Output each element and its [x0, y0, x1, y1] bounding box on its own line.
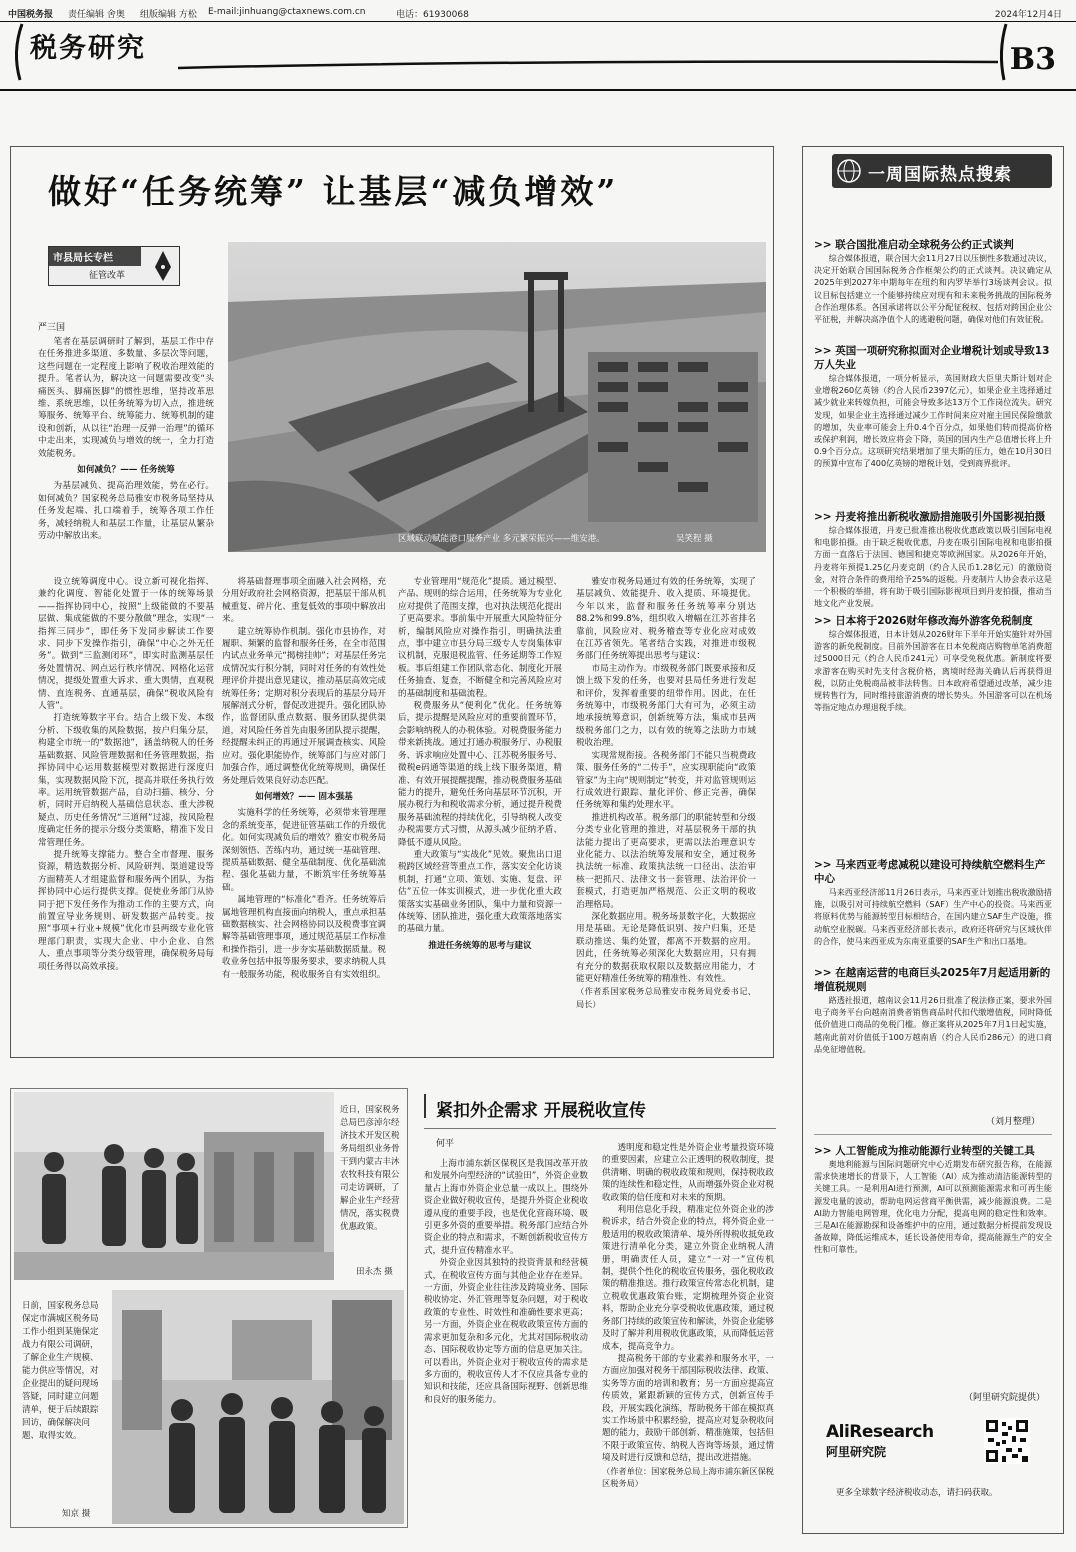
logo-en: AliResearch [826, 1422, 934, 1442]
sidebar-banner [832, 154, 1052, 188]
paper-name: 中国税务报 [8, 10, 54, 20]
fountain-pen-icon [151, 249, 175, 283]
lead-para: 雅安市税务局通过有效的任务统筹，实现了基层减负、效能提升、收入提质、环境提优。今年以来，监督和服务任务统筹率分别达88.2%和99.8%，组织收入增幅在江苏省排名靠前，风险应对、税务稽查等专业化应对成效在江苏省领先。笔者结合实践，对推进市级税务部门任务统筹提出思考与建议： [576, 577, 756, 662]
factory-visit-caption [22, 1300, 106, 1500]
field-visit-credit: 田永杰 摄 [356, 1267, 393, 1277]
second-para: 外资企业因其独特的投资背景和经营模式，在税收宣传方面与其他企业存在差异。一方面，外资企业往往涉及跨境业务、国际税收协定、外汇管理等复杂问题，对于税收政策的专业性、时效性和准确性要求更高；另一方面，外资企业在税收政策宣传方面的需求更加复杂和多元化，尤其对国际税收动态、国际税收协定等方面的信息更加关注。可以看出，外资企业对于税收宣传的需求是多方面的，税收宣传人才不仅应具备专业的知识和技能，还应具备国际视野、创新思维和良好的服务能力。 [424, 1258, 588, 1405]
sidebar-middle [814, 852, 1052, 1072]
column-tag-label: 市县局长专栏 [49, 247, 141, 266]
lead-para: 实现常规衔接。各税务部门不能只当税费政策、服务任务的“二传手”，应实现职能向“政策管家”为主向“规则制定”转变，并对监管规则运行成效进行跟踪、量化评价、修正完善，确保任务统筹和集约处理水平。 [576, 750, 756, 811]
news-title: >> 丹麦将推出新税收激励措施吸引外国影视拍摄 [814, 510, 1052, 524]
globe-icon [836, 158, 862, 184]
second-author-note: （作者单位：国家税务总局上海市浦东新区保税区税务局） [602, 1465, 774, 1488]
second-title: 紧扣外企需求 开展税收宣传 [436, 1101, 646, 1121]
news-body: 综合媒体报道，一项分析显示，英国财政大臣里夫斯计划对企业增税260亿英镑（约合人民币2397亿元），如果企业主选择通过减少就业来转嫁负担，可能会导致多达13万个工作岗位流失。研究发现，如果企业主选择通过减少工作时间来应对雇主国民保险缴款的增加，失业率可能会上升0.4个百分点，如果他们转而提高价格或保护利润，增长效应将会下降，英国的国内生产总值增长将上升0.9个百分点。这项研究结果增加了里夫斯的压力，她在10月30日的预算中宣布了400亿英镑的增税计划，受到商界批评。 [814, 373, 1052, 469]
lead-para: 为基层减负、提高治理效能，势在必行。如何减负？国家税务总局雅安市税务局坚持从任务发起端、扎口端着手，统筹各项工作任务，减轻纳税人和基层工作量，让基层从繁杂劳动中解放出来。 [38, 481, 214, 542]
port-photo [228, 242, 766, 552]
second-para: 上海市浦东新区保税区是我国改革开放和发展外向型经济的“试验田”，外资企业数量占上海市外资企业总量一成以上。围绕外资企业做好税收宣传，是提升外资企业税收遵从度的重要手段，也是优化营商环境、吸引更多外资的重要举措。税务部门应结合外资企业的特点和需求，不断创新税收宣传方式，提升宣传精准水平。 [424, 1159, 588, 1256]
lead-para: 推进机构改革。税务部门的职能转型和分级分类专业化管理的推进，对基层税务干部的执法能力提出了更高要求，更需以法治理意识专业化能力、以法治统筹发展和安全，通过税务执法统一标准、政策执法统一口径出、法治审核一把抓尺、法律文书一套管理、法治评价一套模式，打造更加严格规范、公正文明的税收治理格局。 [576, 812, 756, 910]
lead-para: 税费服务从“便利化”优化。任务统筹后，提示提醒是风险应对的重要前置环节，会影响纳税人的办税体验。对税费服务能力带来新挑战。通过打通办税服务厅、办税服务、诉求响应处置中心、江苏税务服务号、微税e码通等渠道的线上线下服务渠道，精准、有效开展提醒提醒，推动税费服务基础能力的提升，避免任务向基层环节沉积，开展办税行为和税收需求分析，通过提升税费服务基础流程的持续优化，引导纳税人改变办税需要方式习惯，从源头减少征纳矛盾、降低不遵从风险。 [398, 701, 562, 848]
section-header-frame [8, 22, 1068, 84]
second-para: 透明度和稳定性是外资企业考量投资环境的重要因素，应建立公正透明的税收制度，提供清晰、明确的税收政策和规则，保持税收政策的连续性和稳定性，从而增强外资企业对税收政策的信任度和对未来的预期。 [602, 1143, 774, 1203]
sidebar-news-item [814, 344, 1052, 504]
news-title: >> 日本将于2026财年修改海外游客免税制度 [814, 614, 1052, 628]
masthead [0, 5, 1076, 21]
sidebar-footer: 更多全球数字经济税收动态，请扫码获取。 [836, 1488, 998, 1498]
sidebar-news-item [814, 238, 1052, 338]
lead-subhead: 推进任务统筹的思考与建议 [428, 940, 532, 951]
lead-subhead: 如何增效？—— 固本强基 [255, 791, 353, 802]
news-title: >> 马来西亚考虑减税以建设可持续航空燃料生产中心 [814, 858, 1052, 886]
lead-para: 重大政策与“实战化”见效。聚焦出口退税跨区域经营等重点工作，落实安全化访谈机制，打通“立项、策划、实施、复盘、评估”五位一体实训模式，进一步优化重大政策落实实基础业务团队，集中力量和资源一体统筹、团队推进，强化重大政策落地落实的基础力量。 [398, 849, 562, 935]
news-body: 路透社报道，越南议会11月26日批准了税法修正案，要求外国电子商务平台向越南消费者销售商品时代扣代缴增值税，同时降低低价值进口商品的免税门槛。修正案将从2025年7月1日起实施，越南此前对价值低于100万越南盾（约合人民币286元）的进口商品免征增值税。 [814, 995, 1052, 1054]
field-visit-caption-text: 近日，国家税务总局巴彦淖尔经济技术开发区税务局组织业务骨干到内蒙古丰沐农牧科技有限公司走访调研，了解企业生产经营情况，落实税费优惠政策。 [340, 1105, 400, 1232]
lead-para: 专业管理用“规范化”提质。通过模型、产品、规则的综合运用，任务统筹为专业化应对提供了范围支撑，也对执法规范化提出了更高要求。事前集中开展重大风险特征分析，编制风险应对操作指引，明确执法重点，事中建立市县分局三级专人专岗集体审议机制，克服退税监管、任务延期等工作短板。事后组建工作团队常态化、制度化开展任务抽查、复查，不断健全和完善风险应对的基础制度和基础流程。 [398, 577, 562, 699]
factory-visit-photo [112, 1290, 404, 1524]
news-body: 综合媒体报道，联合国大会11月27日以压倒性多数通过决议，决定开始联合国国际税务合作框架公约的正式谈判。决议确定从2025年到2027年中期每年在纽约和内罗毕举行3场谈判会议。拟议目标包括建立一个能够持续应对现有和未来税务挑战的国际税务合作治理体系。各国承诺将以公平分配征税权、包括对跨国企业公平征税，并解决高净值个人的逃避税问题，确保对他们有效征税。 [814, 253, 1052, 325]
section-title: 税务研究 [30, 33, 146, 64]
second-para: 利用信息化手段，精准定位外资企业的涉税诉求，结合外资企业的特点，将外资企业一般适用的税收政策清单、境外所得税收抵免政策进行清单化分类，建立外资企业纳税人清册，明确责任人员，建立“一对一”宣传机制，提供个性化的税收宣传服务，强化税收政策的精准推送。推行政策宣传常态化机制，建立税收优惠政策台账，定期梳理外资企业资料，帮助企业充分享受税收优惠政策，通过税务部门持续的政策宣传和解读，外资企业能够及时了解并利用税收优惠政策，从而降低运营成本，提高竞争力。 [602, 1205, 774, 1352]
sidebar-credit-mid: （刘月整理） [986, 1117, 1041, 1127]
lead-title: 做好“任务统筹” 让基层“减负增效” [48, 172, 619, 211]
logo-cn: 阿里研究院 [826, 1445, 887, 1459]
sidebar-banner-title: 一周国际热点搜索 [868, 165, 1012, 185]
lead-author-note: （作者系国家税务总局雅安市税务局党委书记、局长） [576, 986, 756, 1009]
news-body: 综合媒体报道，日本计划从2026财年下半年开始实施针对外国游客的新免税制度。目前外国游客在日本免税商店购物单笔消费超过5000日元（约合人民币241元）可享受免税优惠。新制度将要求游客在购买时先支付含税价格，离境时经海关确认后再获得退税，以防止免税商品被非法转售。日本政府希望通过改革，减少违规转售行为，同时维持旅游消费的增长势头。外国游客可以在机场等指定地点办理退税手续。 [814, 629, 1052, 713]
news-title: >> 联合国批准启动全球税务公约正式谈判 [814, 238, 1052, 252]
aliresearch-logo [826, 1422, 934, 1460]
sidebar-news-item [814, 858, 1052, 960]
factory-visit-photo-image [112, 1290, 404, 1524]
news-title: >> 英国一项研究称拟面对企业增税计划或导致13万人失业 [814, 344, 1052, 372]
sidebar-lower [814, 1138, 1052, 1378]
news-title: >> 在越南运营的电商巨头2025年7月起适用新的增值税规则 [814, 966, 1052, 994]
page-number: B3 [1009, 42, 1056, 77]
second-col-1 [424, 1158, 588, 1530]
lead-para: 打造统筹数字平台。结合上级下发、本级分析、下级收集的风险数据，按户归集分层，构建全市统一的“数据池”，涵盖纳税人的任务基础数据、风险管理数据和任务管理数据，指挥协同中心运用数据模型对数据进行深度归集，实现数据风险下沉，提高并联任务执行效率。运用统管数据产品，自动扫描、核分、分析，同时开启纳税人基础信息状态、重大涉税疑点、历史任务情况“三道闸”过滤，按风险程度确定任务的提示分级分类策略，精准下发日常管理任务。 [38, 713, 214, 848]
header-rule [0, 89, 1076, 91]
email: E-mail:jinhuang@ctaxnews.com.cn [208, 7, 366, 17]
qr-code-icon[interactable] [984, 1418, 1030, 1464]
sidebar-news-item [814, 966, 1052, 1068]
factory-visit-caption-text: 日前，国家税务总局保定市满城区税务局工作小组到某施保定战力有限公司调研，了解企业生产规模、能力供应等情况，对企业提出的疑问现场答疑，同时建立问题清单，便于后续跟踪回访，确保解决问题、取得实效。 [22, 1301, 99, 1441]
news-body: 奥地利能源与国际问题研究中心近期发布研究报告称，在能源需求快速增长的背景下，人工智能（AI）成为推动清洁能源转型的关键工具。一是利用AI进行预测，AI可以预测能源需求和可再生能源发电量的波动，帮助电网运营商平衡供需，减少能源浪费。二是AI助力智能电网管理，优化电力分配，提高电网的稳定性和效率。三是AI在能源勘探和设备维护中的应用，通过数据分析提前发现设备故障，降低运维成本，延长设备使用寿命，提高能源生产的安全性和可靠性。 [814, 1159, 1052, 1255]
lead-col-2 [222, 576, 386, 1042]
lead-para: 笔者在基层调研时了解到，基层工作中存在任务推进多渠道、多数量、多层次等问题，这些问题在一定程度上影响了税收治理效能的提升。笔者认为，解决这一问题需要改变“头痛医头、脚痛医脚”的惯性思维，坚持改革思维、系统思维，以任务统筹为切入点，推进统筹服务、统筹平台、统筹能力、统筹机制的建设和创新，从以往“治理一反弹一治理”的循环中走出来，实现减负与增效的统一，全力打造效能税务。 [38, 337, 214, 459]
second-title-rule [424, 1128, 776, 1129]
field-visit-photo-image [14, 1092, 334, 1280]
column-tag [48, 246, 180, 286]
lead-subhead: 如何减负？—— 任务统筹 [77, 465, 175, 476]
lead-para: 提升统筹支撑能力。整合全市督理、服务资源，精选数据分析、风险研判、渠道建设等方面精英人才组建监督和服务两个团队，为指挥协同中心运行提供支撑。促使业务部门从协同于把下发任务作为推动工作的主要方式，向前置宣导业务规则、研发数据产品转变。按照“事项+行业+规模”优化市县两级专业化管理部门职责，实现大企业、中小企业、自然人、重点事项等分类分级管理，确保税务局每项任务得以高效承接。 [38, 849, 214, 972]
lead-para: 将基础督理事项全面融入社会网格，充分用好政府社会网格资源，把基层干部从机械重复、碎片化、重复低效的事项中解放出来。 [222, 577, 386, 625]
column-tag-sub: 征管改革 [89, 271, 126, 281]
lead-para: 建立统筹协作机制。强化市县协作，对履职、频繁的监督和服务任务，在全市范围内试点业务单元“揭榜挂帅”；对基层任务完成情况实行积分制，同时对任务的有效性处理评价并提出意见建议，推动基层高效完成统筹任务；定期对积分表现后的基层分局开展解剖式分析，督促改进提升。强化团队协作，监督团队重点数据、服务团队提供渠道，对风险任务首先由服务团队提示提醒，经提醒未纠正的再通过开展调查核实、风险应对。强化职能协作，统筹部门与应对部门加强合作，通过调整优化统筹规则，确保任务处理后效果良好动态匹配。 [222, 626, 386, 786]
date: 2024年12月4日 [994, 10, 1062, 20]
second-author: 何平 [436, 1139, 455, 1149]
lead-intro [38, 336, 214, 576]
editor-credit: 责任编辑 舍奥 [68, 10, 125, 20]
sidebar-news-item [814, 1144, 1052, 1330]
port-photo-image [228, 242, 766, 552]
lead-para: 深化数据应用。税务场景数字化，大数据应用是基础。无论是降低识别、按户归集，还是联动推送、集约处置，都离不开数据的应用。因此，任务统筹必须深化大数据应用，只有拥有充分的数据获取权限以及数据应用能力，才能更好精准任务统筹的精准性、有效性。 [576, 911, 756, 984]
port-photo-credit: 吴笑程 摄 [676, 534, 713, 544]
second-title-bar [424, 1094, 426, 1118]
lead-para: 实施科学的任务统筹，必须带来管理理念的系统变革，促进征管基础工作的升级优化。如何实现减负后的增效？雅安市税务局深刻领悟、苦练内功，通过统一基础管理、提质基础数据、健全基础制度、优化基础流程、强化基础力量，不断筑牢任务统筹基础。 [222, 808, 386, 893]
news-body: 马来西亚经济部11月26日表示，马来西亚计划推出税收激励措施，以吸引对可持续航空燃料（SAF）生产中心的投资。马来西亚将原料优势与能源转型目标相结合，在国内建立SAF生产设施，推动航空业脱碳。马来西亚经济部长表示，政府还将研究与区域伙伴的合作，使马来西亚成为东南亚重要的SAF生产和出口基地。 [814, 887, 1052, 946]
field-visit-caption [340, 1104, 404, 1254]
second-para: 提高税务干部的专业素养和服务水平，一方面应加强对税务干部国际税收法律、政策、实务等方面的培训和教育；另一方面应提高宣传质效，紧跟新颖的宣传方式，创新宣传手段，开展实践化演练，帮助税务干部在模拟真实工作场景中积累经验，提高应对复杂税收问题的能力，鼓励干部创新、精准施策，包括但不限于政策宣传、纳税人咨询等场景，通过情境及时进行反馈和总结，提出改进措施。 [602, 1353, 774, 1464]
second-col-2 [602, 1142, 774, 1530]
lead-col-3 [398, 576, 562, 1042]
news-title: >> 人工智能成为推动能源行业转型的关键工具 [814, 1144, 1052, 1158]
sidebar-credit-end: （阿里研究院提供） [964, 1393, 1046, 1403]
lead-para: 属地管理的“标准化”看齐。任务统筹后属地管理机构直接面向纳税人，重点承担基础数据核实、社会网格协同以及税费事宜调解等基础管理事项，通过规范基层工作标准和操作指引，进一步夯实基础数据质量。税收业务包括申报等服务要求，要求纳税人具有一般服务功能，税收服务自有实效组织。 [222, 895, 386, 980]
lead-para: 设立统筹调度中心。设立新可视化指挥、兼约化调度、智能化处置于一体的统筹场景——指挥协同中心，按照“上级能做的不要基层做、集成能做的不要分散做”理念，实现“一指挥三同步”，即任务下发同步解读工作要求、同步下发操作指引，确保“中心之外无任务”。做到“三监测闭环”，即实时监测基层任务处置情况、网点运行秩序情况、网格化运营情况，提级处置重大诉求、重大舆情，直观税情、直连税务、直通基层，确保“税收风险有人管”。 [38, 577, 214, 712]
lead-col-1 [38, 576, 214, 1042]
group-credit: 组版编辑 方松 [140, 10, 197, 20]
lead-col-4 [576, 576, 756, 1042]
phone: 电话：61930068 [396, 10, 469, 20]
sidebar-news-item [814, 510, 1052, 608]
lead-author: 严三国 [38, 323, 66, 333]
port-photo-caption: 区域联动赋能港口服务产业 多元繁荣振兴——维安港。 [398, 534, 605, 544]
sidebar-divider [814, 1134, 1052, 1135]
lead-para: 市局主动作为。市级税务部门既要承接和反馈上级下发的任务，也要对县局任务进行发起和评价，发挥着重要的纽带作用。因此，在任务统筹中，市级税务部门大有可为，必须主动地承接统筹意识，创新统筹方法，集成市县两级税务部门之力，以有效的统筹之法助力市域税收治理。 [576, 663, 756, 749]
sidebar-upper [814, 232, 1052, 852]
sidebar-news-item [814, 614, 1052, 736]
news-body: 综合媒体报道，丹麦已批准推出税收优惠政策以吸引国际电视和电影拍摄。由于缺乏税收优惠，丹麦在吸引国际电视和电影拍摄方面一直落后于法国、德国和捷克等欧洲国家。从2026年开始，丹麦将年预提1.25亿丹麦克朗（约合人民币1.28亿元）的激励资金，对符合条件的费用给予25%的返税。丹麦制片人协会表示这是一个积极的举措，将有助于吸引国际影视项目到丹麦拍摄，推动当地文化产业发展。 [814, 525, 1052, 608]
field-visit-photo [14, 1092, 334, 1280]
factory-visit-credit: 知京 摄 [62, 1509, 91, 1519]
